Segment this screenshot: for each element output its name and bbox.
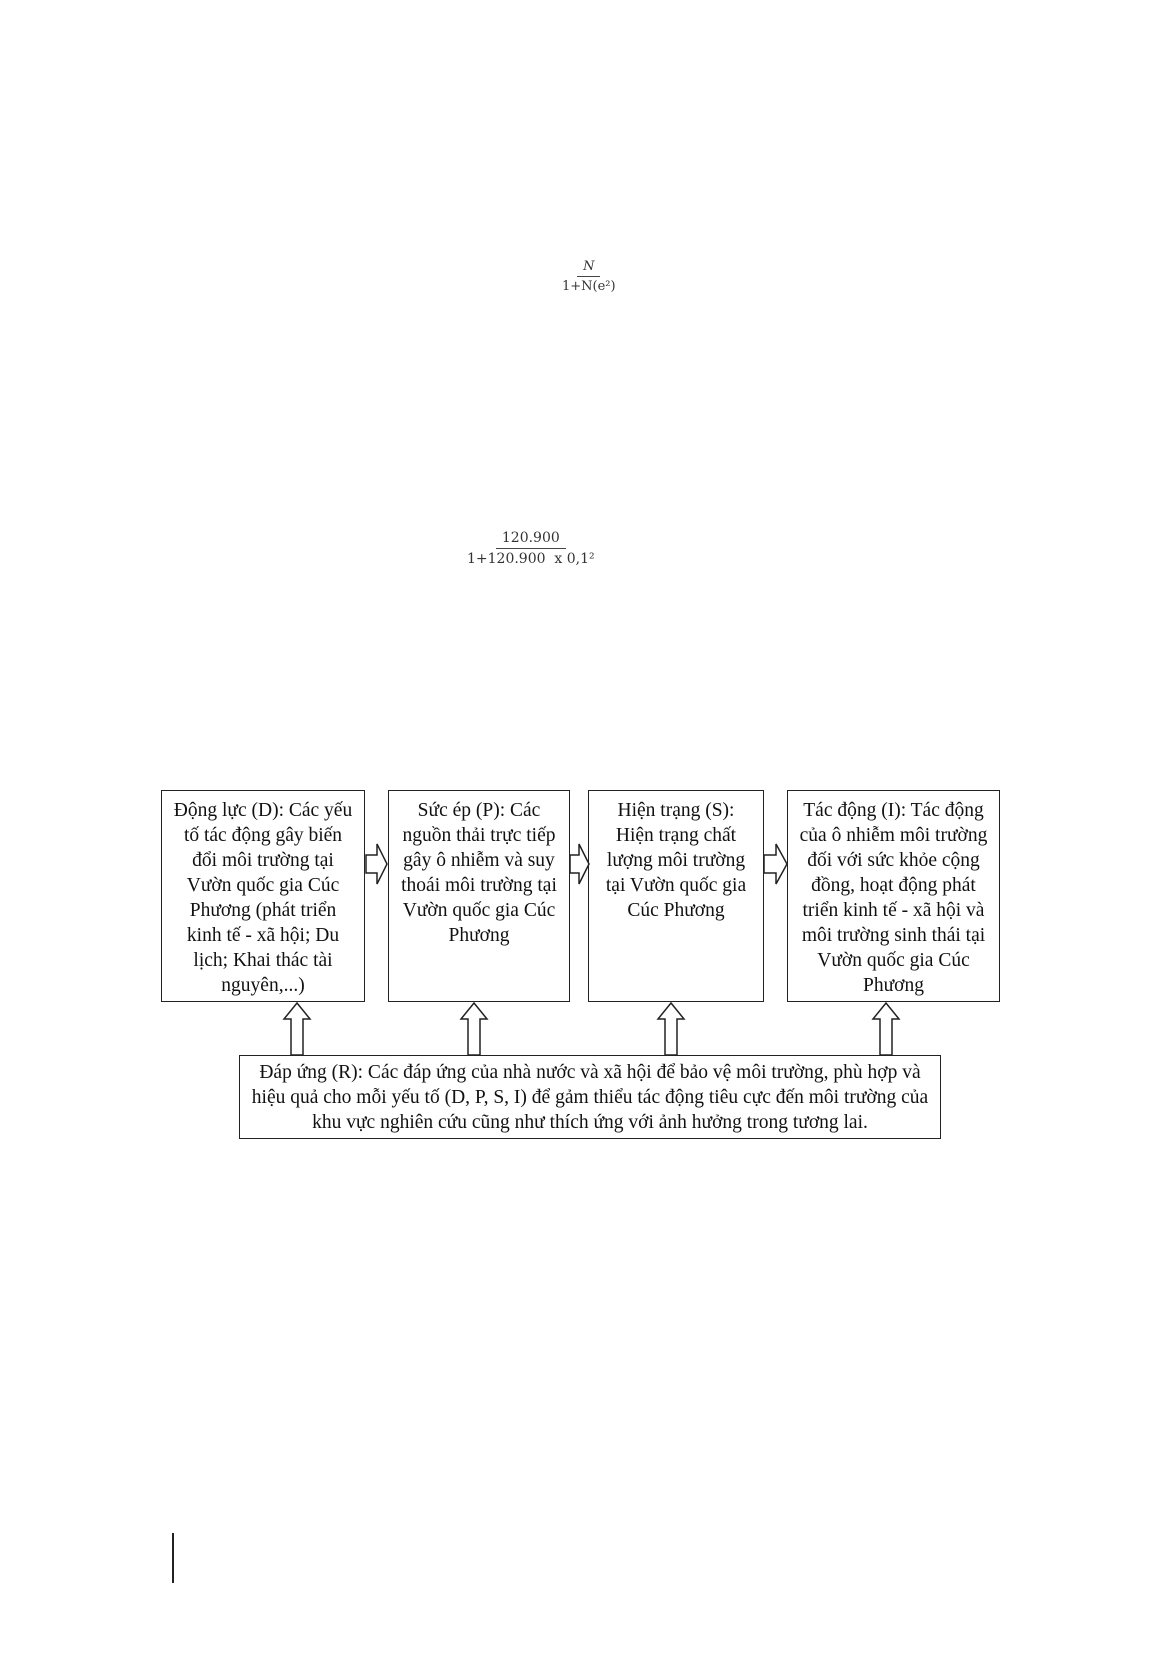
calculation-numerator: 120.900 bbox=[496, 531, 566, 549]
arrow-state-to-impact bbox=[763, 841, 789, 887]
arrow-response-to-driver bbox=[282, 1002, 312, 1056]
impact-box: Tác động (I): Tác động của ô nhiễm môi trường đối với sức khỏe cộng đồng, hoạt động phát triển kinh tế - xã hội và môi trường sinh thái tại Vườn quốc gia Cúc Phương bbox=[787, 790, 1000, 1002]
arrow-driver-to-pressure bbox=[365, 841, 389, 887]
sample-size-formula bbox=[562, 260, 616, 293]
driver-box: Động lực (D): Các yếu tố tác động gây biến đổi môi trường tại Vườn quốc gia Cúc Phương (phát triển kinh tế - xã hội; Du lịch; Khai thác tài nguyên,...) bbox=[161, 790, 365, 1002]
formula-numerator: N bbox=[577, 260, 600, 277]
arrow-response-to-impact bbox=[871, 1002, 901, 1056]
calculation-denominator: 1+120.900 x 0,1² bbox=[467, 551, 595, 567]
arrow-response-to-state bbox=[656, 1002, 686, 1056]
response-box: Đáp ứng (R): Các đáp ứng của nhà nước và xã hội để bảo vệ môi trường, phù hợp và hiệu quả cho mỗi yếu tố (D, P, S, I) để gảm thiểu tác động tiêu cực đến môi trường của khu vực nghiên cứu cũng như thích ứng với ảnh hưởng trong tương lai. bbox=[239, 1055, 941, 1139]
sample-size-calculation bbox=[467, 531, 595, 566]
arrow-pressure-to-state bbox=[569, 841, 591, 887]
page-margin-rule bbox=[172, 1533, 174, 1583]
arrow-response-to-pressure bbox=[459, 1002, 489, 1056]
state-box: Hiện trạng (S): Hiện trạng chất lượng môi trường tại Vườn quốc gia Cúc Phương bbox=[588, 790, 764, 1002]
pressure-box: Sức ép (P): Các nguồn thải trực tiếp gây ô nhiễm và suy thoái môi trường tại Vườn quốc gia Cúc Phương bbox=[388, 790, 570, 1002]
formula-denominator: 1+N(e²) bbox=[562, 279, 616, 294]
